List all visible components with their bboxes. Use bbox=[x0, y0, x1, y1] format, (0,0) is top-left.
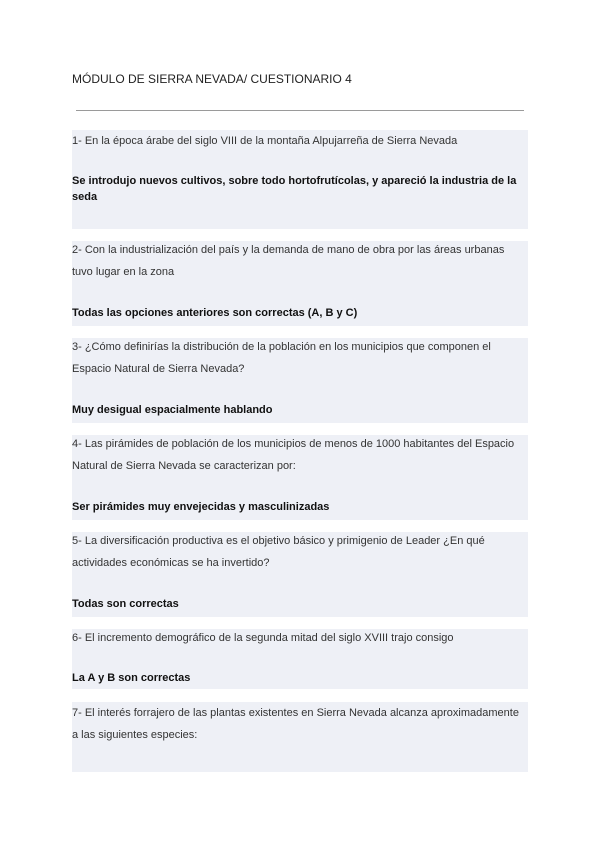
answer-text: Todas las opciones anteriores son correctas (A, B y C) bbox=[72, 307, 358, 319]
question-text: 7- El interés forrajero de las plantas existentes en Sierra Nevada alcanza aproximadamente a las siguientes especies: bbox=[72, 707, 519, 741]
question-block-5 bbox=[72, 532, 528, 617]
title-divider bbox=[76, 110, 524, 111]
question-block-1 bbox=[72, 130, 528, 229]
question-block-4 bbox=[72, 435, 528, 520]
question-block-7 bbox=[72, 702, 528, 772]
question-block-6 bbox=[72, 629, 528, 689]
question-text: 2- Con la industrialización del país y la demanda de mano de obra por las áreas urbanas tuvo lugar en la zona bbox=[72, 244, 505, 278]
question-text: 5- La diversificación productiva es el objetivo básico y primigenio de Leader ¿En qué actividades económicas se ha invertido? bbox=[72, 535, 485, 569]
answer-text: Muy desigual espacialmente hablando bbox=[72, 404, 273, 416]
answer-text: Ser pirámides muy envejecidas y masculinizadas bbox=[72, 501, 330, 513]
question-text: 6- El incremento demográfico de la segunda mitad del siglo XVIII trajo consigo bbox=[72, 632, 454, 644]
question-text: 1- En la época árabe del siglo VIII de la montaña Alpujarreña de Sierra Nevada bbox=[72, 135, 458, 147]
answer-text: Se introdujo nuevos cultivos, sobre todo hortofrutícolas, y apareció la industria de la seda bbox=[72, 175, 517, 203]
answer-text: La A y B son correctas bbox=[72, 672, 191, 684]
question-block-3 bbox=[72, 338, 528, 423]
question-text: 3- ¿Cómo definirías la distribución de la población en los municipios que componen el Espacio Natural de Sierra Nevada? bbox=[72, 341, 491, 375]
answer-text: Todas son correctas bbox=[72, 598, 179, 610]
document-title: MÓDULO DE SIERRA NEVADA/ CUESTIONARIO 4 bbox=[72, 72, 352, 86]
question-text: 4- Las pirámides de población de los municipios de menos de 1000 habitantes del Espacio Natural de Sierra Nevada se caracterizan por: bbox=[72, 438, 515, 472]
question-block-2 bbox=[72, 241, 528, 326]
